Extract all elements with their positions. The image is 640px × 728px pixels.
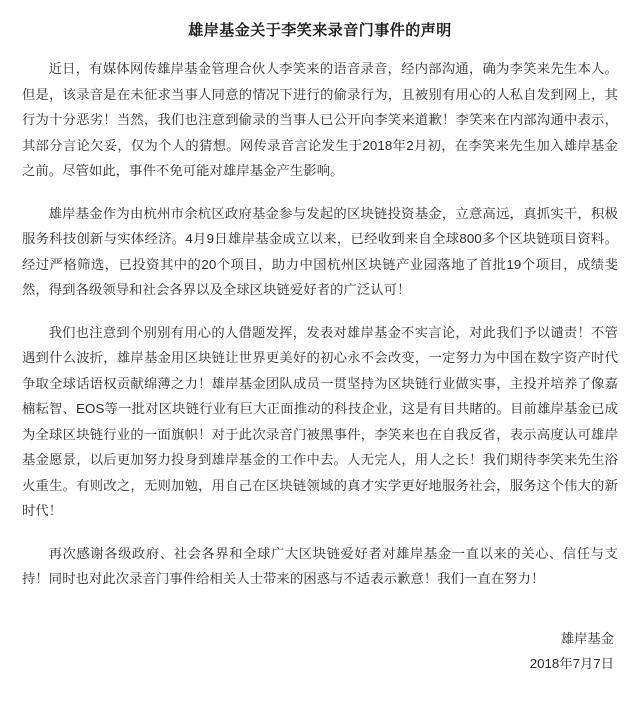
signature-block: [22, 626, 618, 676]
paragraph-1: 近日，有媒体网传雄岸基金管理合伙人李笑来的语音录音，经内部沟通，确为李笑来先生本人。但是，该录音是在未征求当事人同意的情况下进行的偷录行为，且被别有用心的人私自发到网上，其行为十分恶劣！当然，我们也注意到偷录的当事人已公开向李笑来道歉！李笑来在内部沟通中表示，其部分言论欠妥，仅为个人的猜想。网传录音言论发生于2018年2月初，在李笑来先生加入雄岸基金之前。尽管如此，事件不免可能对雄岸基金产生影响。: [22, 61, 618, 178]
signature-date: 2018年7月7日: [529, 655, 614, 671]
bottom-spacer: [22, 676, 618, 682]
paragraph-4: 再次感谢各级政府、社会各界和全球广大区块链爱好者对雄岸基金一直以来的关心、信任与支持！同时也对此次录音门事件给相关人士带来的困惑与不适表示歉意！我们一直在努力！: [22, 545, 618, 586]
page-title: 雄岸基金关于李笑来录音门事件的声明: [188, 22, 452, 39]
paragraph-2: 雄岸基金作为由杭州市余杭区政府基金参与发起的区块链投资基金，立意高远，真抓实干，积极服务科技创新与实体经济。4月9日雄岸基金成立以来，已经收到来自全球800多个区块链项目资料。经过严格筛选，已投资其中的20个项目，助力中国杭州区块链产业园落地了首批19个项目，成绩斐然，得到各级领导和社会各界以及全球区块链爱好者的广泛认可！: [22, 205, 618, 297]
signature-organization: 雄岸基金: [560, 630, 614, 646]
paragraph-3: 我们也注意到个别别有用心的人借题发挥，发表对雄岸基金不实言论，对此我们予以谴责！不管遇到什么波折，雄岸基金用区块链让世界更美好的初心永不会改变，一定努力为中国在数字资产时代争取全球话语权贡献绵薄之力！雄岸基金团队成员一贯坚持为区块链行业做实事，主投并培养了像嘉楠耘智、EOS等一批对区块链行业有巨大正面推动的科技企业，这是有目共睹的。目前雄岸基金已成为全球区块链行业的一面旗帜！对于此次录音门被黑事件，李笑来也在自我反省，表示高度认可雄岸基金愿景，以后更加努力投身到雄岸基金的工作中去。人无完人，用人之长！我们期待李笑来先生浴火重生。有则改之，无则加勉，用自己在区块链领域的真才实学更好地服务社会，服务这个伟大的新时代！: [22, 324, 618, 518]
